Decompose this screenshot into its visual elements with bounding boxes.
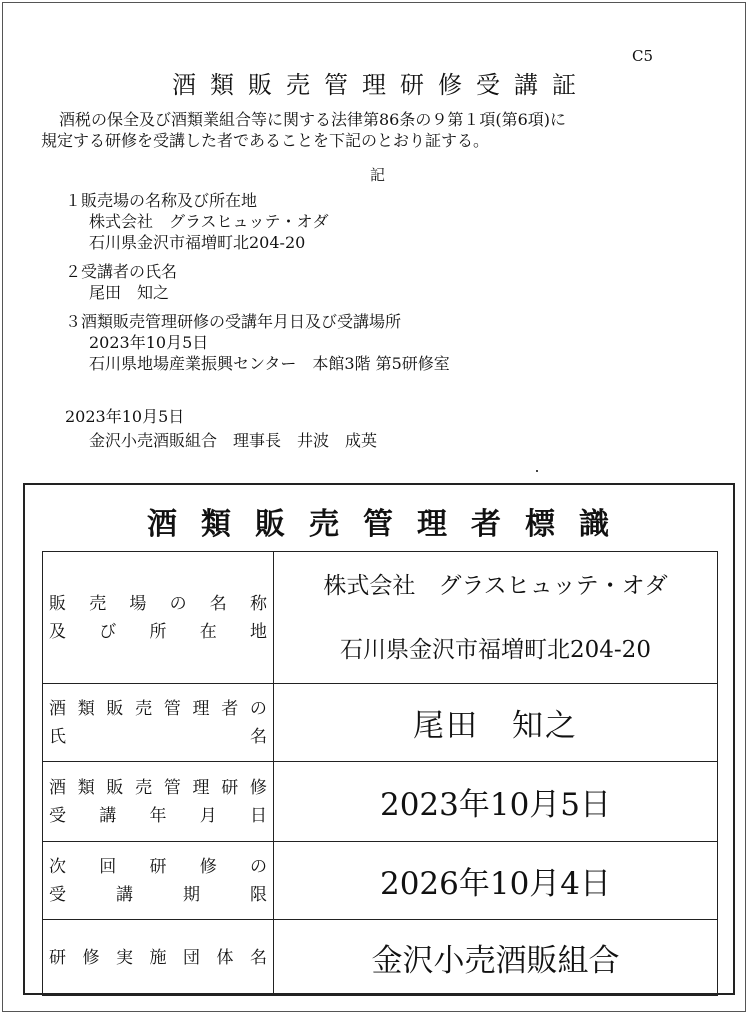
table-row	[43, 762, 718, 842]
store-name-value: 株式会社 グラスヒュッテ・オダ	[323, 572, 668, 599]
label-char: 在	[199, 621, 217, 642]
store-address: 石川県金沢市福増町北204-20	[89, 233, 306, 252]
label-char: 研	[221, 777, 239, 798]
manager-sign	[23, 483, 735, 995]
label-char: 名	[250, 726, 267, 747]
label-char: 団	[183, 947, 200, 968]
value-manager: 尾田 知之	[274, 684, 718, 762]
label-char: 売	[89, 593, 107, 614]
label-char: 体	[216, 947, 234, 968]
label-training-date	[43, 762, 274, 842]
label-char: の	[250, 856, 267, 877]
label-char: 名	[250, 947, 267, 968]
label-char: 管	[163, 777, 181, 798]
label-char: の	[169, 593, 187, 614]
certificate-title: 酒類販売管理研修受講証	[172, 71, 590, 99]
training-place: 石川県地場産業振興センター 本館3階 第5研修室	[89, 354, 450, 373]
item-heading: ３酒類販売管理研修の受講年月日及び受講場所	[65, 312, 402, 331]
label-char: 売	[135, 698, 153, 719]
label-line-1	[49, 695, 267, 723]
label-char: 管	[163, 698, 181, 719]
issuer-signature: 金沢小売酒販組合 理事長 井波 成英	[89, 431, 378, 450]
certificate-items	[65, 190, 450, 382]
label-char: 次	[49, 856, 66, 877]
label-char: 酒	[49, 777, 66, 798]
label-char: 所	[149, 621, 167, 642]
label-char: 実	[116, 947, 133, 968]
item-heading: １販売場の名称及び所在地	[65, 191, 258, 210]
ki-marker: 記	[370, 166, 386, 184]
label-char: 及	[49, 621, 66, 642]
label-line-1	[49, 590, 267, 618]
label-line-2	[49, 802, 267, 830]
item-training	[65, 311, 450, 374]
label-char: 修	[82, 947, 100, 968]
label-char: 回	[99, 856, 117, 877]
label-char: 販	[106, 777, 124, 798]
label-line-1	[49, 853, 267, 881]
label-char: 修	[199, 856, 217, 877]
label-char: 講	[99, 805, 117, 826]
label-char: 売	[135, 777, 153, 798]
label-char: 称	[249, 593, 267, 614]
label-char: 理	[192, 698, 210, 719]
label-char: 類	[77, 698, 95, 719]
label-char: 理	[192, 777, 210, 798]
sign-title: 酒類販売管理者標識	[147, 507, 633, 542]
item-store	[65, 190, 450, 253]
label-char: 販	[106, 698, 124, 719]
label-char: 日	[250, 805, 267, 826]
label-next-deadline	[43, 842, 274, 920]
item-heading: ２受講者の氏名	[65, 262, 178, 281]
label-char: 講	[116, 884, 133, 905]
issue-block	[65, 405, 377, 453]
training-date: 2023年10月5日	[89, 333, 209, 352]
value-next-deadline: 2026年10月4日	[274, 842, 718, 920]
label-organizer	[43, 920, 274, 996]
label-char: 修	[249, 777, 267, 798]
value-organizer: 金沢小売酒販組合	[274, 920, 718, 996]
separator-dot	[536, 470, 538, 472]
store-name: 株式会社 グラスヒュッテ・オダ	[89, 212, 329, 231]
label-char: 酒	[49, 698, 66, 719]
label-char: 限	[250, 884, 267, 905]
label-char: 受	[49, 884, 66, 905]
attendee-name: 尾田 知之	[89, 283, 170, 302]
table-row	[43, 842, 718, 920]
label-char: 期	[183, 884, 200, 905]
intro-line-1: 酒税の保全及び酒類業組合等に関する法律第86条の９第１項(第6項)に	[59, 110, 567, 129]
label-line-1	[49, 774, 267, 802]
intro-line-2: 規定する研修を受講した者であることを下記のとおり証する。	[41, 131, 490, 150]
issue-date: 2023年10月5日	[65, 407, 185, 426]
label-char: 研	[49, 947, 66, 968]
item-attendee	[65, 261, 450, 303]
label-store	[43, 552, 274, 684]
label-char: 月	[199, 805, 217, 826]
label-char: 氏	[49, 726, 66, 747]
label-char: 地	[250, 621, 267, 642]
label-char: 販	[49, 593, 66, 614]
label-char: 施	[149, 947, 167, 968]
label-line-2	[49, 723, 267, 751]
label-char: 類	[77, 777, 95, 798]
value-training-date: 2023年10月5日	[274, 762, 718, 842]
label-manager	[43, 684, 274, 762]
table-row	[43, 552, 718, 684]
label-char: び	[99, 621, 117, 642]
form-code: C5	[631, 47, 653, 65]
value-store	[274, 552, 718, 684]
table-row	[43, 684, 718, 762]
label-char: 年	[149, 805, 167, 826]
label-char: 受	[49, 805, 66, 826]
label-char: 名	[209, 593, 227, 614]
label-line-2	[49, 881, 267, 909]
label-char: 場	[129, 593, 147, 614]
label-char: 者	[221, 698, 239, 719]
label-line-2	[49, 618, 267, 646]
table-row	[43, 920, 718, 996]
certificate-intro	[41, 109, 717, 151]
store-address-value: 石川県金沢市福増町北204-20	[340, 636, 651, 663]
label-char: 研	[149, 856, 167, 877]
document-page	[2, 2, 746, 1012]
label-line-1	[49, 944, 267, 972]
sign-table	[42, 551, 718, 996]
label-char: の	[249, 698, 267, 719]
